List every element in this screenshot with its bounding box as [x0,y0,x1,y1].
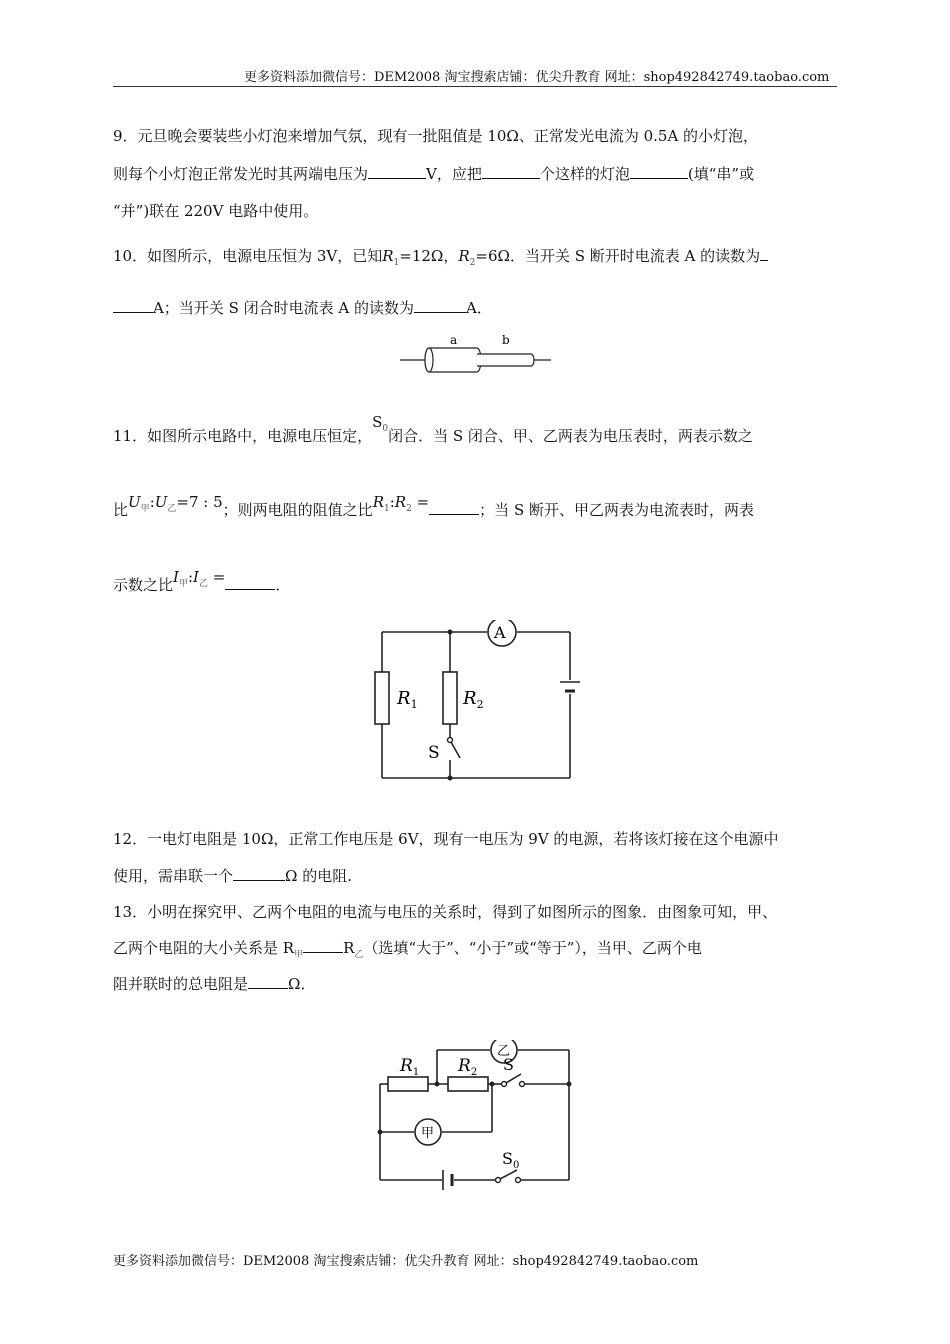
q12-text-b: Ω 的电阻. [285,867,352,885]
q13-text-a: 乙两个电阻的大小关系是 R [113,939,295,957]
q9-blank-connection[interactable] [630,164,688,179]
q9-blank-count[interactable] [482,164,540,179]
junction-top [448,630,453,635]
r1-label: $R_1$ [400,1056,420,1078]
q11-resistance-ratio: $R_1:R_2$ = [372,493,430,514]
q13-line3 [113,974,315,994]
circuit-meters-figure [370,1040,580,1200]
q11-text-d: ；当 S 断开、甲乙两表为电流表时，两表 [479,501,754,519]
q9-line1: 9．元旦晚会要装些小灯泡来增加气氛，现有一批阻值是 10Ω、正常发光电流为 0.5A 的小灯泡， [113,127,759,145]
switch-s-blade [506,1074,521,1083]
q11-text-e: 示数之比 [113,576,174,594]
circuit-ammeter-figure [370,620,585,785]
q13-text-c: （选填“大于”、“小于”或“等于”），当甲、乙两个电 [363,939,702,957]
q11-line1 [113,413,753,453]
q10-line1 [113,246,768,273]
q10-blank-open[interactable] [113,298,153,313]
q13-sub-yi: 乙 [354,950,364,960]
q11-text-a: 11．如图所示电路中，电源电压恒定， [113,427,373,445]
q10-text-c: A；当开关 S 闭合时电流表 A 的读数为 [153,299,415,317]
switch-s-label: S [503,1055,514,1074]
q13-line1: 13．小明在探究甲、乙两个电阻的电流与电压的关系时，得到了如图所示的图象．由图象可知，甲、 [113,903,778,921]
q10-text-d: A． [466,299,492,317]
switch-blade [451,742,460,758]
q10-line2 [113,298,492,318]
r2-label: $R_2$ [458,1056,478,1078]
label-b: b [502,333,510,347]
switch-s0-blade [500,1170,517,1179]
q9-line3: “并”)联在 220V 电路中使用。 [113,202,319,220]
header-divider [113,86,837,87]
q10-text-b: ．当开关 S 断开时电流表 A 的读数为 [509,247,761,265]
meter-yi-label: 乙 [497,1044,511,1059]
q11-bi: 比 [113,501,129,519]
switch-s-contact [520,1082,525,1087]
q9-text-b: V，应把 [426,165,482,183]
q13-text-b: R [343,939,355,957]
r1-label: $R_1$ [397,688,418,711]
page-header: 更多资料添加微信号：DEM2008 淘宝搜索店铺：优尖升教育 网址：shop492842749.taobao.com [244,70,830,85]
resistor-r2 [443,672,457,724]
q10-comma: ， [443,247,459,265]
q9-text-c: 个这样的灯泡 [539,165,630,183]
q9-blank-voltage[interactable] [368,164,426,179]
q12-text-a: 使用，需串联一个 [113,867,234,885]
resistor-r1 [375,672,389,724]
q10-r2: $R_2=6\Omega$ [458,247,510,268]
meter-jia-label: 甲 [421,1126,435,1141]
q9-line2 [113,164,754,184]
q10-text-a: 10．如图所示，电源电压恒为 3V，已知 [113,247,383,265]
q11-text-b: 闭合．当 S 闭合、甲、乙两表为电压表时，两表示数之 [388,427,753,445]
q11-text-c: ；则两电阻的阻值之比 [222,501,373,519]
r2-label: $R_2$ [463,688,484,711]
switch-label: S [428,743,440,763]
q11-line2 [113,493,754,527]
ammeter-label: A [494,623,506,642]
q13-text-e: Ω． [288,975,316,993]
q13-blank-compare[interactable] [303,938,343,953]
q11-s0: $S_0$ [372,413,389,434]
q11-blank-resistance[interactable] [429,500,479,515]
q13-line2 [113,938,702,965]
resistor-r2 [448,1077,488,1091]
q11-blank-current[interactable] [225,575,275,590]
q11-current-ratio: $I_甲:I_乙$ = [173,568,226,589]
switch-s0-label: $S_0$ [502,1149,520,1171]
q11-voltage-ratio: $U_甲:U_乙=7$ : 5 [128,493,223,514]
page-footer: 更多资料添加微信号：DEM2008 淘宝搜索店铺：优尖升教育 网址：shop492842749.taobao.com [113,1254,699,1269]
q12-blank-resistance[interactable] [233,866,285,881]
junction-bottom [448,776,453,781]
q9-text-d: (填“串”或 [687,165,755,183]
q11-text-f: ． [275,576,291,594]
q10-blank-open-start[interactable] [760,246,768,261]
switch-s0-contact [516,1178,521,1183]
q11-line3 [113,568,291,602]
q10-r1: $R_1=12\Omega$ [382,247,444,268]
q12-line2 [113,866,352,886]
q10-blank-closed[interactable] [414,298,466,313]
q13-blank-total[interactable] [248,974,288,989]
conductor-b [477,354,534,366]
q12-line1: 12．一电灯电阻是 10Ω，正常工作电压是 6V，现有一电压为 9V 的电源，若将该灯接在这个电源中 [113,830,779,848]
wire-ab-figure [395,330,555,380]
label-a: a [450,333,458,347]
q13-text-d: 阻并联时的总电阻是 [113,975,249,993]
q9-text-a: 则每个小灯泡正常发光时其两端电压为 [113,165,369,183]
q13-sub-jia: 甲 [294,950,304,960]
resistor-r1 [388,1077,428,1091]
